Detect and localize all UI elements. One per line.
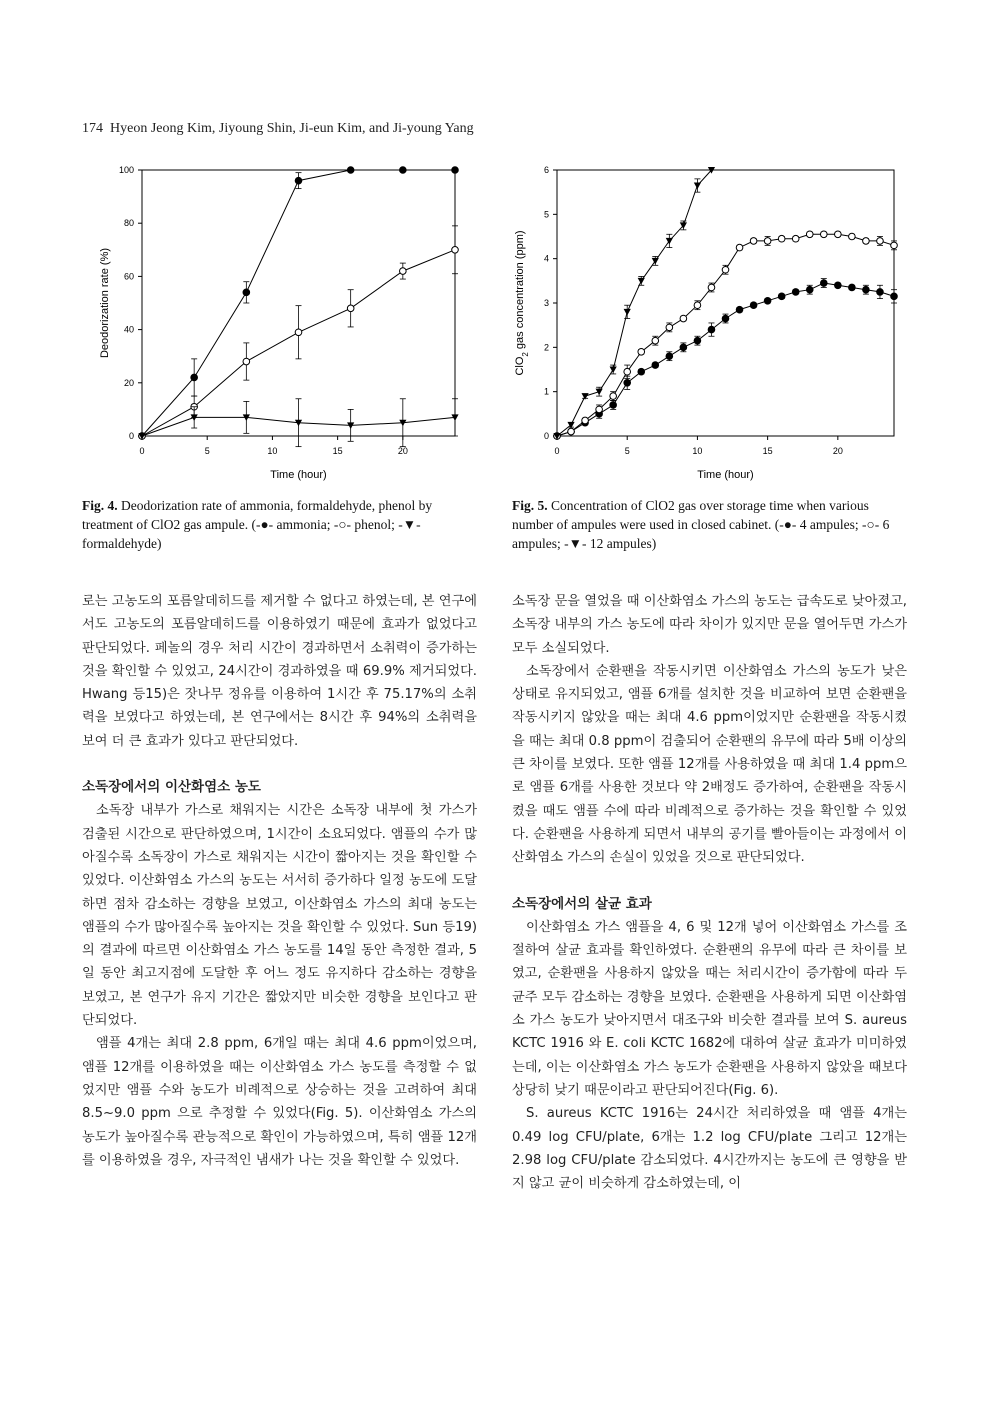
data-point	[722, 315, 729, 322]
x-tick-label: 20	[832, 446, 843, 456]
y-tick-label: 20	[123, 377, 134, 388]
data-point	[638, 368, 645, 375]
y-tick-label: 4	[543, 253, 549, 264]
data-point	[191, 374, 198, 381]
data-point	[778, 293, 785, 300]
body-column-left	[82, 590, 477, 1172]
data-point	[652, 362, 659, 369]
x-axis-label: Time (hour)	[697, 469, 754, 481]
y-tick-label: 100	[118, 165, 134, 175]
plot-frame	[557, 170, 894, 436]
y-axis-label: ClO$_2$ gas concentration (ppm)	[514, 230, 530, 376]
data-point	[347, 305, 354, 312]
data-point	[652, 337, 659, 344]
section-gap	[512, 870, 907, 893]
figure-5-caption	[512, 496, 912, 553]
data-point	[624, 380, 631, 387]
data-point	[624, 309, 631, 316]
body-paragraph: 로는 고농도의 포름알데히드를 제거할 수 없다고 하였는데, 본 연구에서도 고농도의 포름알데히드를 이용하였기 때문에 효과가 없었다고 판단되었다. 페놀의 경우 처리 시간이 경과하면서 소취력이 증가하는 것을 확인할 수 있었고, 24시간이 경과하였을 때 69.9% 제거되었다. Hwang 등15)은 잣나무 정유를 이용하여 1시간 후 75.17%의 소취력을 보였다고 하였는데, 본 연구에서는 8시간 후 94%의 소취력을 보여 더 큰 효과가 있다고 판단되었다.	[82, 594, 477, 749]
data-point	[666, 353, 673, 360]
data-point	[243, 289, 250, 296]
figure-4-label: Fig. 4.	[82, 498, 118, 513]
data-point	[891, 242, 898, 249]
y-tick-label: 1	[543, 386, 549, 397]
plot-frame	[142, 170, 455, 436]
data-point	[624, 368, 631, 375]
data-point	[877, 289, 884, 296]
y-tick-label: 80	[123, 218, 134, 229]
figure-5-caption-text: Concentration of ClO2 gas over storage time when various number of ampules were used in closed cabinet. (-●- 4 ampules; -○- 6 ampules; -▼- 12 ampules)	[512, 498, 890, 551]
y-tick-label: 0	[128, 431, 134, 441]
x-tick-label: 0	[139, 446, 145, 456]
data-point	[694, 302, 701, 309]
x-tick-label: 5	[624, 446, 630, 456]
y-axis-label: Deodorization rate (%)	[99, 247, 111, 359]
data-point	[347, 167, 354, 174]
series-line	[557, 234, 894, 436]
data-point	[835, 231, 842, 238]
data-point	[652, 258, 659, 265]
data-point	[295, 329, 302, 336]
y-tick-label: 2	[543, 342, 549, 353]
data-point	[778, 235, 785, 242]
y-tick-label: 60	[123, 271, 134, 282]
data-point	[452, 167, 459, 174]
data-point	[243, 358, 250, 365]
body-column-right	[512, 590, 907, 1195]
x-axis-label: Time (hour)	[270, 469, 327, 481]
figure-5-label: Fig. 5.	[512, 498, 548, 513]
data-point	[295, 177, 302, 184]
data-point	[680, 344, 687, 351]
data-point	[610, 393, 617, 400]
data-point	[708, 284, 715, 291]
data-point	[764, 238, 771, 245]
data-point	[792, 289, 799, 296]
data-point	[694, 337, 701, 344]
figure-4-caption-text: Deodorization rate of ammonia, formaldehyde, phenol by treatment of ClO2 gas ampule. (-●- ammonia; -○- phenol; -▼- formaldehyde)	[82, 498, 433, 551]
y-tick-label: 5	[543, 209, 549, 220]
data-point	[736, 244, 743, 251]
data-point	[568, 428, 575, 435]
data-point	[610, 402, 617, 409]
data-point	[666, 238, 673, 245]
data-point	[849, 233, 856, 240]
series-line	[142, 170, 455, 436]
body-paragraph: 소독장 내부가 가스로 채워지는 시간은 소독장 내부에 첫 가스가 검출된 시간으로 판단하였으며, 1시간이 소요되었다. 앰플의 수가 많아질수록 소독장이 가스로 채워지는 시간이 짧아지는 것을 확인할 수 있었다. 이산화염소 가스의 농도는 서서히 증가하다 일정 농도에 도달하면 점차 감소하는 경향을 보였고, 이산화염소 가스의 최대 농도는 앰플의 수가 많아질수록 높아지는 것을 확인할 수 있었다. Sun 등19)의 결과에 따르면 이산화염소 가스 농도를 14일 동안 측정한 결과, 5일 동안 최고지점에 도달한 후 어느 정도 유지하다 감소하는 경향을 보였고, 본 연구가 유지 기간은 짧았지만 비슷한 경향을 보인다고 판단되었다.	[82, 803, 477, 1029]
data-point	[863, 286, 870, 293]
x-tick-label: 15	[762, 446, 773, 456]
data-point	[400, 167, 407, 174]
data-point	[849, 284, 856, 291]
y-tick-label: 6	[543, 165, 549, 175]
data-point	[835, 282, 842, 289]
data-point	[638, 348, 645, 355]
data-point	[820, 280, 827, 287]
data-point	[400, 268, 407, 275]
data-point	[750, 302, 757, 309]
data-point	[877, 238, 884, 245]
data-point	[666, 324, 673, 331]
figure-4-caption	[82, 496, 482, 553]
body-paragraph: S. aureus KCTC 1916는 24시간 처리하였을 때 앰플 4개는 0.49 log CFU/plate, 6개는 1.2 log CFU/plate 그리고 12개는 2.98 log CFU/plate 감소되었다. 4시간까지는 농도에 큰 영향을 받지 않고 균이 비슷하게 감소하였는데, 이	[512, 1106, 907, 1192]
data-point	[452, 247, 459, 254]
data-point	[806, 286, 813, 293]
data-point	[820, 231, 827, 238]
data-point	[722, 266, 729, 273]
body-paragraph: 앰플 4개는 최대 2.8 ppm, 6개일 때는 최대 4.6 ppm이었으며, 앰플 12개를 이용하였을 때는 이산화염소 가스 농도를 측정할 수 없었지만 앰플 수와 농도가 비례적으로 상승하는 것을 고려하여 최대 8.5~9.0 ppm 으로 추정할 수 있었다(Fig. 5). 이산화염소 가스의 농도가 높아질수록 관능적으로 확인이 가능하였으며, 특히 앰플 12개를 이용하였을 경우, 자극적인 냄새가 나는 것을 확인할 수 있었다.	[82, 1036, 477, 1168]
x-tick-label: 20	[397, 446, 408, 456]
data-point	[610, 367, 617, 374]
y-tick-label: 0	[543, 431, 549, 441]
data-point	[694, 183, 701, 190]
running-header	[82, 121, 474, 137]
x-tick-label: 0	[554, 446, 560, 456]
x-tick-label: 15	[332, 446, 343, 456]
section-gap	[82, 753, 477, 776]
figure-5-chart	[510, 158, 910, 488]
series-line	[557, 170, 712, 436]
x-tick-label: 10	[692, 446, 703, 456]
body-paragraph: 소독장 문을 열었을 때 이산화염소 가스의 농도는 급속도로 낮아졌고, 소독장 내부의 가스 농도에 따라 차이가 있지만 문을 열어두면 가스가 모두 소실되었다.	[512, 594, 907, 656]
section-heading: 소독장에서의 살균 효과	[512, 895, 652, 912]
series-line	[557, 283, 894, 436]
data-point	[596, 406, 603, 413]
section-heading: 소독장에서의 이산화염소 농도	[82, 779, 261, 796]
x-tick-label: 10	[267, 446, 278, 456]
data-point	[863, 238, 870, 245]
data-point	[708, 326, 715, 333]
data-point	[750, 238, 757, 245]
data-point	[582, 417, 589, 424]
data-point	[792, 235, 799, 242]
page-number: 174	[82, 121, 103, 136]
data-point	[764, 297, 771, 304]
y-tick-label: 3	[543, 298, 549, 308]
header-authors: Hyeon Jeong Kim, Jiyoung Shin, Ji-eun Kim, and Ji-young Yang	[110, 121, 474, 136]
figure-4-chart	[95, 158, 475, 488]
data-point	[680, 315, 687, 322]
data-point	[891, 293, 898, 300]
data-point	[806, 231, 813, 238]
y-tick-label: 40	[123, 324, 134, 335]
body-paragraph: 이산화염소 가스 앰플을 4, 6 및 12개 넣어 이산화염소 가스를 조절하여 살균 효과를 확인하였다. 순환팬의 유무에 따라 큰 차이를 보였고, 순환팬을 사용하지 않았을 때는 처리시간이 증가함에 따라 두 균주 모두 감소하는 경향을 보였다. 순환팬을 사용하게 되면 이산화염소 가스 농도가 낮아지면서 대조구와 비슷한 결과를 보여 S. aureus KCTC 1916 와 E. coli KCTC 1682에 대하여 살균 효과가 미미하였는데, 이는 이산화염소 가스 농도가 순환팬을 사용하지 않았을 때보다 상당히 낮기 때문이라고 판단되어진다(Fig. 6).	[512, 919, 907, 1098]
body-paragraph: 소독장에서 순환팬을 작동시키면 이산화염소 가스의 농도가 낮은 상태로 유지되었고, 앰플 6개를 설치한 것을 비교하여 보면 순환팬을 작동시키지 않았을 때는 최대 4.6 ppm이었지만 순환팬을 작동시켰을 때는 최대 0.8 ppm이 검출되어 순환팬의 유무에 따라 5배 이상의 큰 차이를 보였다. 또한 앰플 12개를 사용하였을 때 최대 1.4 ppm으로 앰플 6개를 사용한 것보다 약 2배정도 증가하여, 순환팬을 작동시켰을 때도 앰플 수에 따라 비례적으로 증가하는 것을 확인할 수 있었다. 순환팬을 사용하게 되면서 내부의 공기를 빨아들이는 과정에서 이산화염소 가스의 손실이 있었을 것으로 판단되었다.	[512, 663, 907, 866]
data-point	[736, 306, 743, 313]
data-point	[638, 278, 645, 285]
x-tick-label: 5	[204, 446, 210, 456]
